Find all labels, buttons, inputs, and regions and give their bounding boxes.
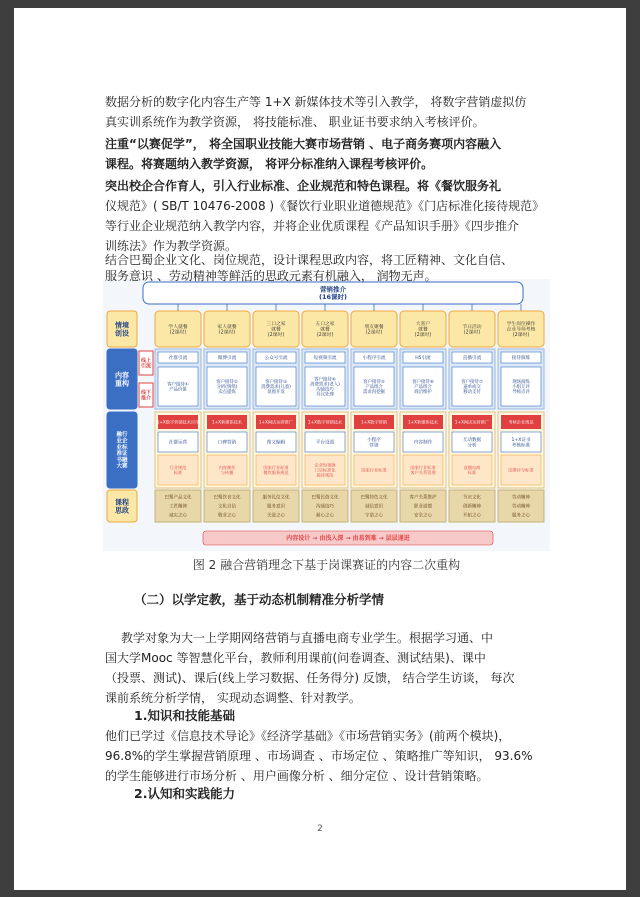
ideo-item-text: 巴蜀民俗文化 <box>311 495 339 501</box>
content-item-text: 微博引流 <box>217 356 237 362</box>
text-line: 服务意识 、劳动精神等鲜活的思政元素有机融入， 润物无声。 <box>105 269 437 283</box>
cert-item-text: 口碑营销 <box>217 440 237 446</box>
text-line: 训练法》作为教学资源。 <box>105 239 238 253</box>
scenario-text: 三口之家就餐(2课时) <box>266 322 286 339</box>
cert-item-text: 考核企业规范 <box>508 419 534 425</box>
content-item-text: 接待演练 <box>511 356 531 362</box>
text-line: 突出校企合作育人，引入行业标准、企业规范和特色课程。将《餐饮服务礼 <box>105 179 502 193</box>
cert-item-text: 国赛评分标准 <box>508 467 534 473</box>
content-item-text: 社群引流 <box>168 356 188 362</box>
ideo-item-text: 文化自信 <box>218 504 236 510</box>
ideo-item-text: 职业道德 <box>414 504 432 510</box>
ideo-item-text: 服务礼仪文化 <box>262 495 290 501</box>
ideo-item-text: 诚信意识 <box>365 504 383 510</box>
cert-item-text: 互动数据分析 <box>462 437 482 449</box>
text-line: 真实训系统作为教学资源， 将技能标准、 职业证书要求纳入考核评价。 <box>105 115 485 129</box>
ideo-item-text: 客户关系维护 <box>409 495 437 501</box>
cert-item-text: 国家行业标准 <box>361 467 387 473</box>
text-line: 他们已学过《信息技术导论》《经济学基础》《市场营销实务》(前两个模块)， <box>105 729 511 743</box>
cert-item-text: 内容制作与传播 <box>218 465 236 475</box>
text-line: 课前系统分析学情， 实现动态调整、针对教学。 <box>105 691 361 705</box>
tag-offline-text: 线下推介 <box>140 389 152 402</box>
content-item-text: 直播引流 <box>462 356 482 362</box>
content-item-text: 客户接待④ 消费需求(老人)沟通技巧异议处理 <box>310 377 340 398</box>
text-line: 国大学Mooc 等智慧化平台，教师利用课前(问卷调查、测试结果)、课中 <box>105 651 486 665</box>
cert-item-text: 社群运营 <box>168 440 188 446</box>
section-heading: （二）以学定教，基于动态机制精准分析学情 <box>134 592 385 607</box>
content-item-text: 小程序引流 <box>362 356 386 362</box>
text-line: 教学对象为大一上学期网络营销与直播电商专业学生。根据学习通、中 <box>121 631 494 645</box>
content-item-text: 客户接待⑤ 产品组合需求再挖掘 <box>363 379 385 396</box>
cert-item-text: 国家行业标准餐饮服务规范 <box>263 465 289 475</box>
ideo-item-text: 沟通技巧 <box>316 504 334 510</box>
cert-item-text: 企业短视频门店标准化接待规范 <box>314 462 336 478</box>
ideo-item-text: 劳动精神 <box>512 495 530 501</box>
text-line: 等行业企业规范纳入教学内容，并将企业优质课程《产品知识手册》《四步推介 <box>105 219 520 233</box>
text-line: （投票、测试)、课后(线上学习数据、任务得分) 反馈， 结合学生访谈， 每次 <box>105 671 515 685</box>
cert-item-text: 1+X网店运营推广 <box>454 419 490 425</box>
cert-item-text: 1+X网店运营推广 <box>258 419 294 425</box>
text-line: 结合巴蜀企业文化、岗位规范，设计课程思政内容，将工匠精神、文化自信、 <box>105 253 514 267</box>
figure-caption: 图 2 融合营销理念下基于岗课赛证的内容二次重构 <box>192 558 461 572</box>
content-item-text: 客户接待⑦ 逼单成交移动支付 <box>461 379 483 396</box>
ideo-item-text: 节庆文化 <box>463 495 481 501</box>
ideo-item-text: 巴蜀饮食文化 <box>213 495 241 501</box>
row-label-text: 情境创设 <box>115 321 129 338</box>
ideo-item-text: 敬业之心 <box>218 513 236 519</box>
text-line: 96.8%的学生掌握营销原理 、市场调查 、市场定位 、策略推广等知识， 93.6% <box>105 749 533 763</box>
cert-item-text: 1+X数字营销技术 <box>307 419 343 425</box>
cert-item-text: 1+X新媒体技术 <box>408 419 438 425</box>
tag-online-text: 线上引流 <box>140 357 152 370</box>
cert-item-text: 行业规范标准 <box>169 465 187 475</box>
content-item-text: 客户接待⑥ 产品组合商洽维护 <box>412 379 434 396</box>
content-item-text: 现场演练小组互评导师点评 <box>512 379 530 396</box>
row-label-text: 融行业企业标准证书融大赛 <box>116 432 128 470</box>
cert-item-text: 1+X数字营销技术应用 <box>156 419 200 425</box>
ideo-item-text: 巴蜀产品文化 <box>164 495 192 501</box>
scenario-text: 朋友聚餐(2课时) <box>364 324 384 336</box>
content-item-text: 客户接待① 产品价值 <box>167 382 189 393</box>
cert-item-text: 图文编辑 <box>266 440 286 446</box>
ideo-item-text: 创新精神 <box>463 504 481 510</box>
cert-item-text: 小程序营销 <box>367 437 381 449</box>
ideo-item-text: 服务之心 <box>512 513 530 519</box>
cert-item-text: 平台设置 <box>315 440 335 446</box>
cert-item-text: 1+X新媒体技术 <box>212 419 242 425</box>
cert-item-text: 内容制作 <box>413 440 433 446</box>
subheading-1: 1.知识和技能基础 <box>134 708 235 723</box>
row-label-text: 课程思政 <box>115 498 129 515</box>
top-title-text: 营销推介(16课时) <box>319 285 347 302</box>
ideo-item-text: 耐心之心 <box>316 513 334 519</box>
text-line: 课程。将赛题纳入教学资源， 将评分标准纳入课程考核评价。 <box>105 157 434 171</box>
content-item-text: 客户接待③ 消费需求(儿童)氛围开发 <box>261 379 291 396</box>
cert-item-text: 1+X证书考核标准 <box>511 437 531 449</box>
content-restructure-figure <box>103 279 550 551</box>
text-line: 数据分析的数字化内容生产等 1+X 新媒体技术等引入教学， 将数字营销虚拟仿 <box>105 95 527 109</box>
scenario-text: 家人就餐(2课时) <box>217 324 237 336</box>
text-line: 仪规范》( SB/T 10476-2008 )《餐饮行业职业道德规范》《门店标准化接待规范》 <box>105 199 545 213</box>
scenario-text: 大客户就餐(2课时) <box>414 322 432 339</box>
ideo-item-text: 诚实之心 <box>169 513 187 519</box>
ideo-item-text: 关爱之心 <box>267 513 285 519</box>
cert-item-text: 直播电商标准 <box>463 465 481 475</box>
row-label-text: 内容重构 <box>115 371 129 388</box>
content-item-text: H5引流 <box>415 356 431 362</box>
content-item-text: 短视频引流 <box>313 356 337 362</box>
scenario-text: 节日活动(2课时) <box>462 324 482 336</box>
ideo-item-text: 工匠精神 <box>169 504 187 510</box>
ideo-item-text: 开拓之心 <box>463 513 481 519</box>
ideo-item-text: 巴蜀特色文化 <box>360 495 388 501</box>
ideo-item-text: 安全之心 <box>414 513 432 519</box>
text-line: 注重“以赛促学”， 将全国职业技能大赛市场营销 、电子商务赛项内容融入 <box>105 137 502 151</box>
ideo-item-text: 服务意识 <box>267 504 285 510</box>
scenario-text: 学生岗位操作企业导师考核(2课时) <box>506 322 536 339</box>
scenario-text: 五口之家就餐(2课时) <box>315 322 335 339</box>
ideo-item-text: 劳动精神 <box>512 504 530 510</box>
subheading-2: 2.认知和实践能力 <box>134 786 235 801</box>
bottom-bar-text: 内容设计 → 由浅入深 → 由易到难 → 层层递进 <box>286 535 410 543</box>
content-item-text: 公众号引流 <box>264 356 288 362</box>
page-number: 2 <box>317 824 323 834</box>
cert-item-text: 国家行业标准客户关系管理 <box>410 465 436 475</box>
content-item-text: 客户接待② 分析(情绪)卖点提炼 <box>216 379 238 396</box>
ideo-item-text: 守诺之心 <box>365 513 383 519</box>
text-line: 的学生能够进行市场分析 、用户画像分析 、细分定位 、设计营销策略。 <box>105 769 489 783</box>
scenario-text: 学人就餐(2课时) <box>168 324 188 336</box>
cert-item-text: 1+X数字营销 <box>361 419 387 425</box>
